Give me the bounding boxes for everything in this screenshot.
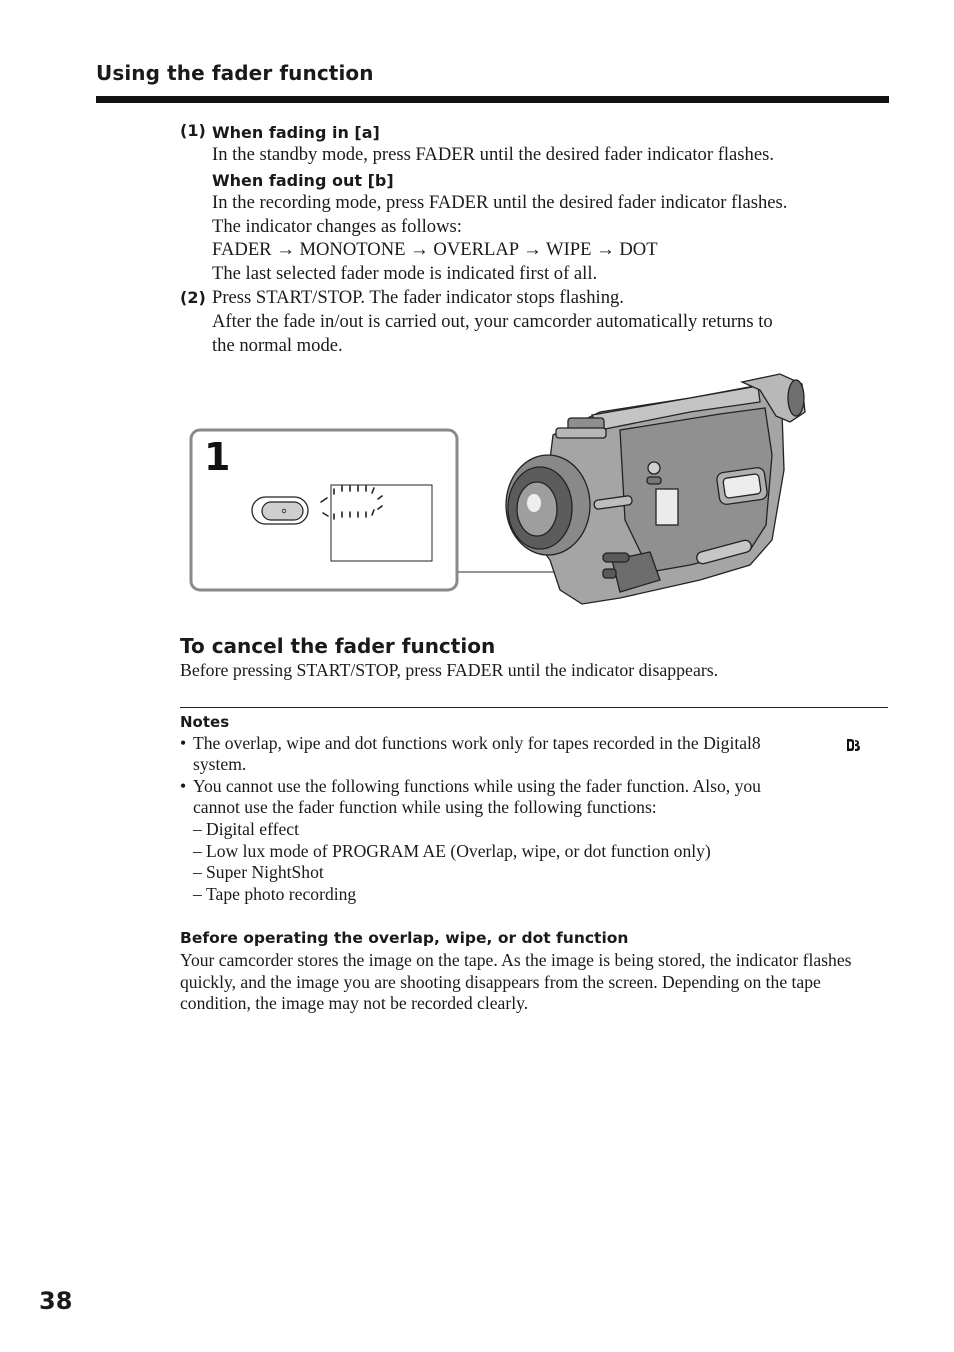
sub-item-dash: – [193, 862, 202, 882]
step-2-line: Press START/STOP. The fader indicator stops flashing. [212, 287, 624, 308]
fade-in-label: When fading in [a] [212, 123, 380, 142]
cancel-heading: To cancel the fader function [180, 634, 496, 658]
step-2-number: (2) [180, 288, 206, 307]
digital8-logo-icon [845, 738, 863, 752]
sub-item-dash: – [193, 841, 202, 861]
camcorder-icon [506, 374, 805, 604]
title-rule [96, 96, 889, 103]
step-1-line: The indicator changes as follows: [212, 216, 462, 237]
fade-out-label: When fading out [b] [212, 171, 394, 190]
notes-heading: Notes [180, 713, 230, 731]
figure-step-label: 1 [204, 435, 231, 479]
fader-button-icon [252, 497, 308, 524]
step-2-line: After the fade in/out is carried out, your camcorder automatically returns to [212, 311, 773, 332]
step-1-line: The last selected fader mode is indicated first of all. [212, 263, 598, 284]
sub-item: Low lux mode of PROGRAM AE (Overlap, wipe, or dot function only) [206, 841, 711, 861]
fader-sequence: FADER → MONOTONE → OVERLAP → WIPE → DOT [212, 239, 658, 260]
note-line: cannot use the fader function while using the following functions: [193, 797, 657, 817]
before-heading: Before operating the overlap, wipe, or dot function [180, 929, 629, 947]
step-1-number: (1) [180, 121, 206, 140]
note-bullet: • [180, 733, 187, 753]
sub-item-dash: – [193, 819, 202, 839]
step-1-line: In the recording mode, press FADER until the desired fader indicator flashes. [212, 192, 788, 213]
step-2-line: the normal mode. [212, 335, 343, 356]
notes-rule [180, 707, 888, 708]
sub-item: Super NightShot [206, 862, 324, 882]
step-1-line: In the standby mode, press FADER until the desired fader indicator flashes. [212, 144, 774, 165]
note-line: The overlap, wipe and dot functions work only for tapes recorded in the Digital8 [193, 733, 761, 753]
camcorder-figure [0, 360, 954, 610]
sub-item: Digital effect [206, 819, 299, 839]
sub-item-dash: – [193, 884, 202, 904]
note-line: system. [193, 754, 247, 774]
section-title: Using the fader function [96, 61, 374, 85]
note-bullet: • [180, 776, 187, 796]
note-line: You cannot use the following functions while using the fader function. Also, you [193, 776, 761, 796]
before-text: Your camcorder stores the image on the tape. As the image is being stored, the indicator flashes quickly, and the image you are shooting disappears from the screen. Depending on the tape condition, the image may not be recorded clearly. [180, 950, 852, 1014]
cancel-text: Before pressing START/STOP, press FADER until the indicator disappears. [180, 660, 719, 680]
page-number: 38 [39, 1287, 73, 1315]
sub-item: Tape photo recording [206, 884, 357, 904]
